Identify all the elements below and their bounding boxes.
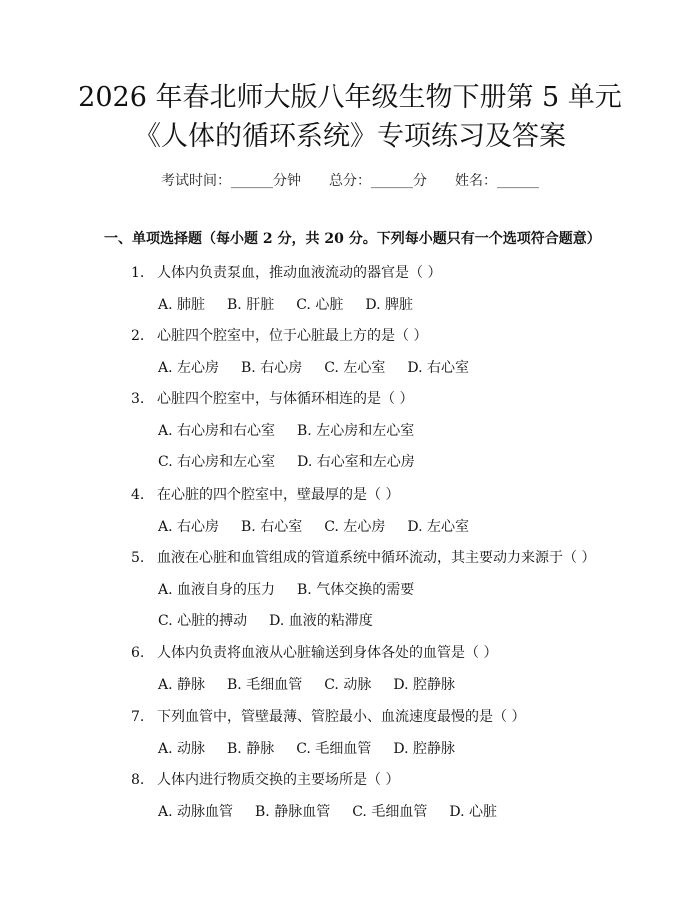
question-item xyxy=(131,642,497,662)
answer-option[interactable]: B. 肝脏 xyxy=(227,297,275,313)
answer-option[interactable]: B. 毛细血管 xyxy=(227,677,303,693)
options-row xyxy=(158,451,415,471)
section-heading: 一、单项选择题（每小题 2 分，共 20 分。下列每小题只有一个选项符合题意） xyxy=(104,231,601,247)
question-number: 6. xyxy=(131,645,145,661)
question-item xyxy=(131,547,595,567)
answer-option[interactable]: D. 腔静脉 xyxy=(393,741,455,757)
options-row xyxy=(158,610,373,630)
question-item xyxy=(131,706,525,726)
options-row xyxy=(158,516,469,536)
answer-option[interactable]: D. 心脏 xyxy=(449,804,497,820)
options-row xyxy=(158,420,414,440)
question-number: 3. xyxy=(131,391,145,407)
answer-option[interactable]: A. 血液自身的压力 xyxy=(158,582,276,598)
document-title-line2: 《人体的循环系统》专项练习及答案 xyxy=(134,121,566,152)
answer-option[interactable]: D. 腔静脉 xyxy=(393,677,455,693)
answer-option[interactable]: D. 左心室 xyxy=(407,519,469,535)
answer-option[interactable]: A. 静脉 xyxy=(158,677,206,693)
answer-option[interactable]: B. 静脉 xyxy=(227,741,275,757)
options-row xyxy=(158,357,469,377)
answer-option[interactable]: D. 脾脏 xyxy=(365,297,413,313)
answer-option[interactable]: B. 左心房和左心室 xyxy=(297,423,415,439)
question-number: 1. xyxy=(131,265,145,281)
exam-score-field: 总分：______分 xyxy=(329,173,427,189)
answer-option[interactable]: A. 肺脏 xyxy=(158,297,206,313)
question-text: 血液在心脏和血管组成的管道系统中循环流动，其主要动力来源于（ ） xyxy=(157,550,596,566)
answer-option[interactable]: C. 毛细血管 xyxy=(296,741,372,757)
options-row xyxy=(158,579,414,599)
answer-option[interactable]: B. 右心房 xyxy=(241,360,303,376)
exam-name-field: 姓名：______ xyxy=(455,173,539,189)
answer-option[interactable]: B. 静脉血管 xyxy=(255,804,331,820)
options-row xyxy=(158,801,497,821)
answer-option[interactable]: A. 右心房和右心室 xyxy=(158,423,276,439)
answer-option[interactable]: A. 左心房 xyxy=(158,360,220,376)
question-number: 5. xyxy=(131,550,145,566)
question-text: 在心脏的四个腔室中，壁最厚的是（ ） xyxy=(157,487,400,503)
question-item xyxy=(131,769,399,789)
question-item xyxy=(131,262,441,282)
question-number: 8. xyxy=(131,772,145,788)
options-row xyxy=(158,738,455,758)
question-number: 4. xyxy=(131,487,145,503)
answer-option[interactable]: D. 右心室和左心房 xyxy=(297,454,415,470)
answer-option[interactable]: C. 心脏的搏动 xyxy=(158,613,248,629)
answer-option[interactable]: D. 右心室 xyxy=(407,360,469,376)
answer-option[interactable]: C. 右心房和左心室 xyxy=(158,454,276,470)
answer-option[interactable]: C. 左心房 xyxy=(324,519,386,535)
answer-option[interactable]: B. 右心室 xyxy=(241,519,303,535)
question-text: 人体内进行物质交换的主要场所是（ ） xyxy=(157,772,400,788)
document-title-line1: 2026 年春北师大版八年级生物下册第 5 单元 xyxy=(78,82,622,113)
answer-option[interactable]: D. 血液的粘滞度 xyxy=(269,613,373,629)
question-text: 人体内负责将血液从心脏输送到身体各处的血管是（ ） xyxy=(157,645,498,661)
answer-option[interactable]: C. 动脉 xyxy=(324,677,372,693)
answer-option[interactable]: A. 右心房 xyxy=(158,519,220,535)
exam-time-field: 考试时间：______分钟 xyxy=(161,173,301,189)
question-text: 人体内负责泵血，推动血液流动的器官是（ ） xyxy=(157,265,442,281)
question-number: 2. xyxy=(131,328,145,344)
answer-option[interactable]: C. 左心室 xyxy=(324,360,386,376)
question-item xyxy=(131,325,427,345)
answer-option[interactable]: B. 气体交换的需要 xyxy=(297,582,415,598)
question-item xyxy=(131,484,399,504)
answer-option[interactable]: A. 动脉血管 xyxy=(158,804,234,820)
answer-option[interactable]: C. 毛细血管 xyxy=(352,804,428,820)
question-text: 心脏四个腔室中，与体循环相连的是（ ） xyxy=(157,391,414,407)
options-row xyxy=(158,294,413,314)
question-item xyxy=(131,388,413,408)
answer-option[interactable]: A. 动脉 xyxy=(158,741,206,757)
question-text: 下列血管中，管壁最薄、管腔最小、血流速度最慢的是（ ） xyxy=(157,709,526,725)
question-text: 心脏四个腔室中，位于心脏最上方的是（ ） xyxy=(157,328,428,344)
options-row xyxy=(158,674,455,694)
answer-option[interactable]: C. 心脏 xyxy=(296,297,344,313)
question-number: 7. xyxy=(131,709,145,725)
exam-meta xyxy=(0,170,700,190)
